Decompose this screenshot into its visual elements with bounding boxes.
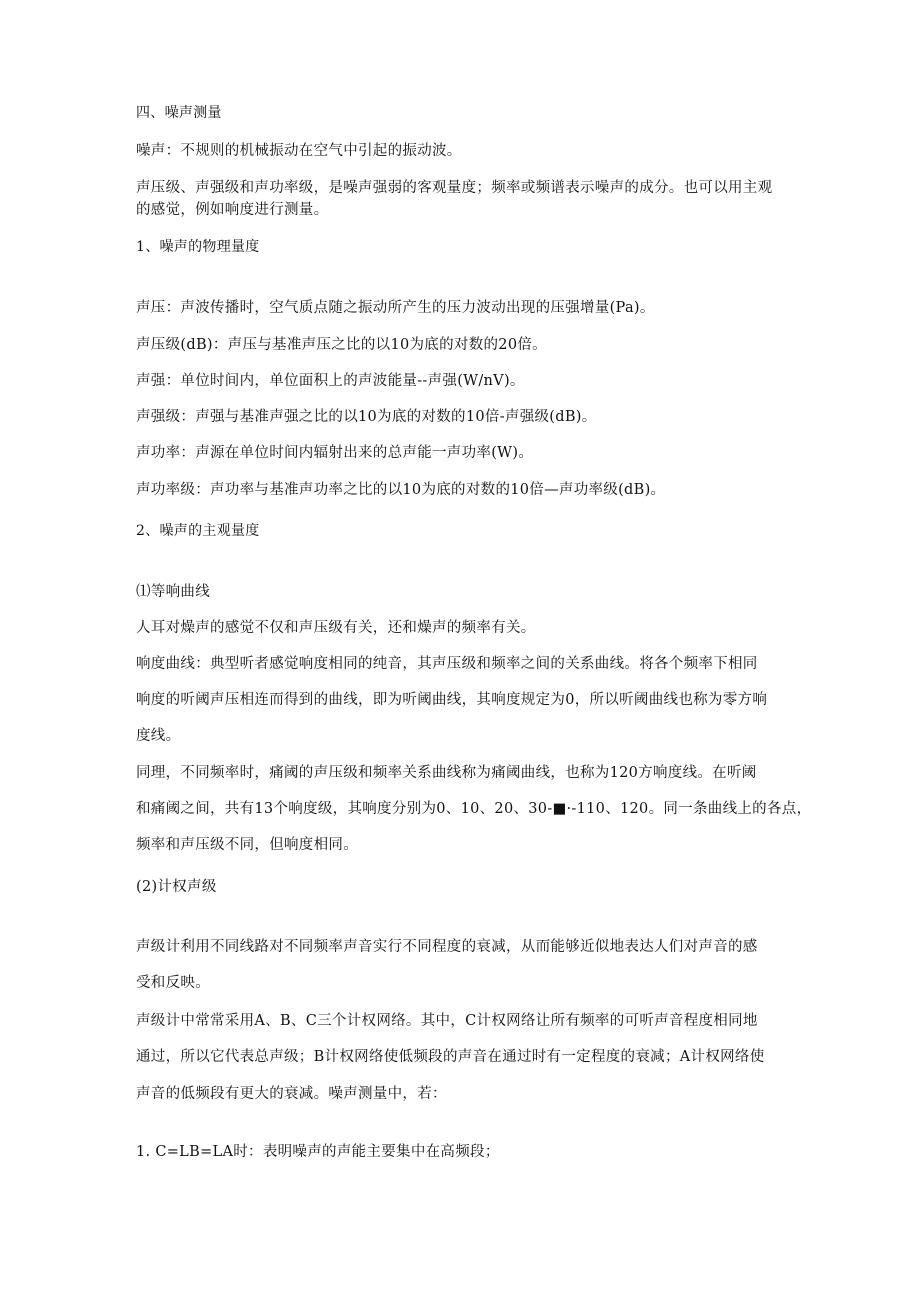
paragraph-line: 人耳对燥声的感觉不仅和声压级有关，还和燥声的频率有关。 <box>136 620 536 636</box>
paragraph-line: 的感觉，例如响度进行测量。 <box>136 202 329 218</box>
subheading-subjective-measures: 2、噪声的主观量度 <box>136 523 260 539</box>
paragraph-line: 响度的听阈声压相连而得到的曲线，即为听阈曲线，其响度规定为0，所以听阈曲线也称为零方响 <box>136 692 768 708</box>
paragraph-line: 响度曲线：典型听者感觉响度相同的纯音，其声压级和频率之间的关系曲线。将各个频率下相同 <box>136 656 758 672</box>
paragraph-line: 频率和声压级不同，但响度相同。 <box>136 837 358 853</box>
paragraph-line: 受和反映。 <box>136 975 210 991</box>
sound-pressure-definition: 声压：声波传播时，空气质点随之振动所产生的压力波动出现的压强增量(Pa)。 <box>136 300 655 316</box>
paragraph-line: 通过，所以它代表总声级；B计权网络使低频段的声音在通过时有一定程度的衰减；A计权网络使 <box>136 1049 765 1065</box>
paragraph-line: 和痛阈之间，共有13个响度级，其响度分别为0、10、20、30-■·-110、120。同一条曲线上的各点， <box>136 801 812 817</box>
subheading-weighted-sound-level: (2)计权声级 <box>136 879 217 895</box>
paragraph-line: 同理，不同频率时，痛阈的声压级和频率关系曲线称为痛阈曲线，也称为120方响度线。在听阈 <box>136 765 757 781</box>
paragraph-line: 声音的低频段有更大的衰减。噪声测量中，若： <box>136 1086 447 1102</box>
paragraph-line: 声压级、声强级和声功率级，是噪声强弱的客观量度；频率或频谱表示噪声的成分。也可以用主观 <box>136 180 773 196</box>
section-heading-noise-measurement: 四、噪声测量 <box>136 105 222 121</box>
subheading-physical-measures: 1、噪声的物理量度 <box>136 239 260 255</box>
paragraph-line: 声级计利用不同线路对不同频率声音实行不同程度的衰减，从而能够近似地表达人们对声音的感 <box>136 939 758 955</box>
paragraph-line: 声级计中常常采用A、B、C三个计权网络。其中，C计权网络让所有频率的可听声音程度相同地 <box>136 1013 758 1029</box>
paragraph-line: 度线。 <box>136 728 181 744</box>
sound-intensity-definition: 声强：单位时间内，单位面积上的声波能量--声强(W/nV)。 <box>136 373 525 389</box>
subheading-equal-loudness-curves: ⑴等响曲线 <box>136 584 210 600</box>
sound-power-level-definition: 声功率级：声功率与基准声功率之比的以10为底的对数的10倍—声功率级(dB)。 <box>136 482 666 498</box>
sound-intensity-level-definition: 声强级：声强与基准声强之比的以10为底的对数的10倍-声强级(dB)。 <box>136 409 597 425</box>
noise-definition: 噪声：不规则的机械振动在空气中引起的振动波。 <box>136 143 462 159</box>
list-item: 1. C=LB=LA时：表明噪声的声能主要集中在高频段； <box>136 1144 500 1160</box>
sound-power-definition: 声功率：声源在单位时间内辐射出来的总声能一声功率(W)。 <box>136 445 534 461</box>
sound-pressure-level-definition: 声压级(dB)：声压与基准声压之比的以10为底的对数的20倍。 <box>136 337 547 353</box>
